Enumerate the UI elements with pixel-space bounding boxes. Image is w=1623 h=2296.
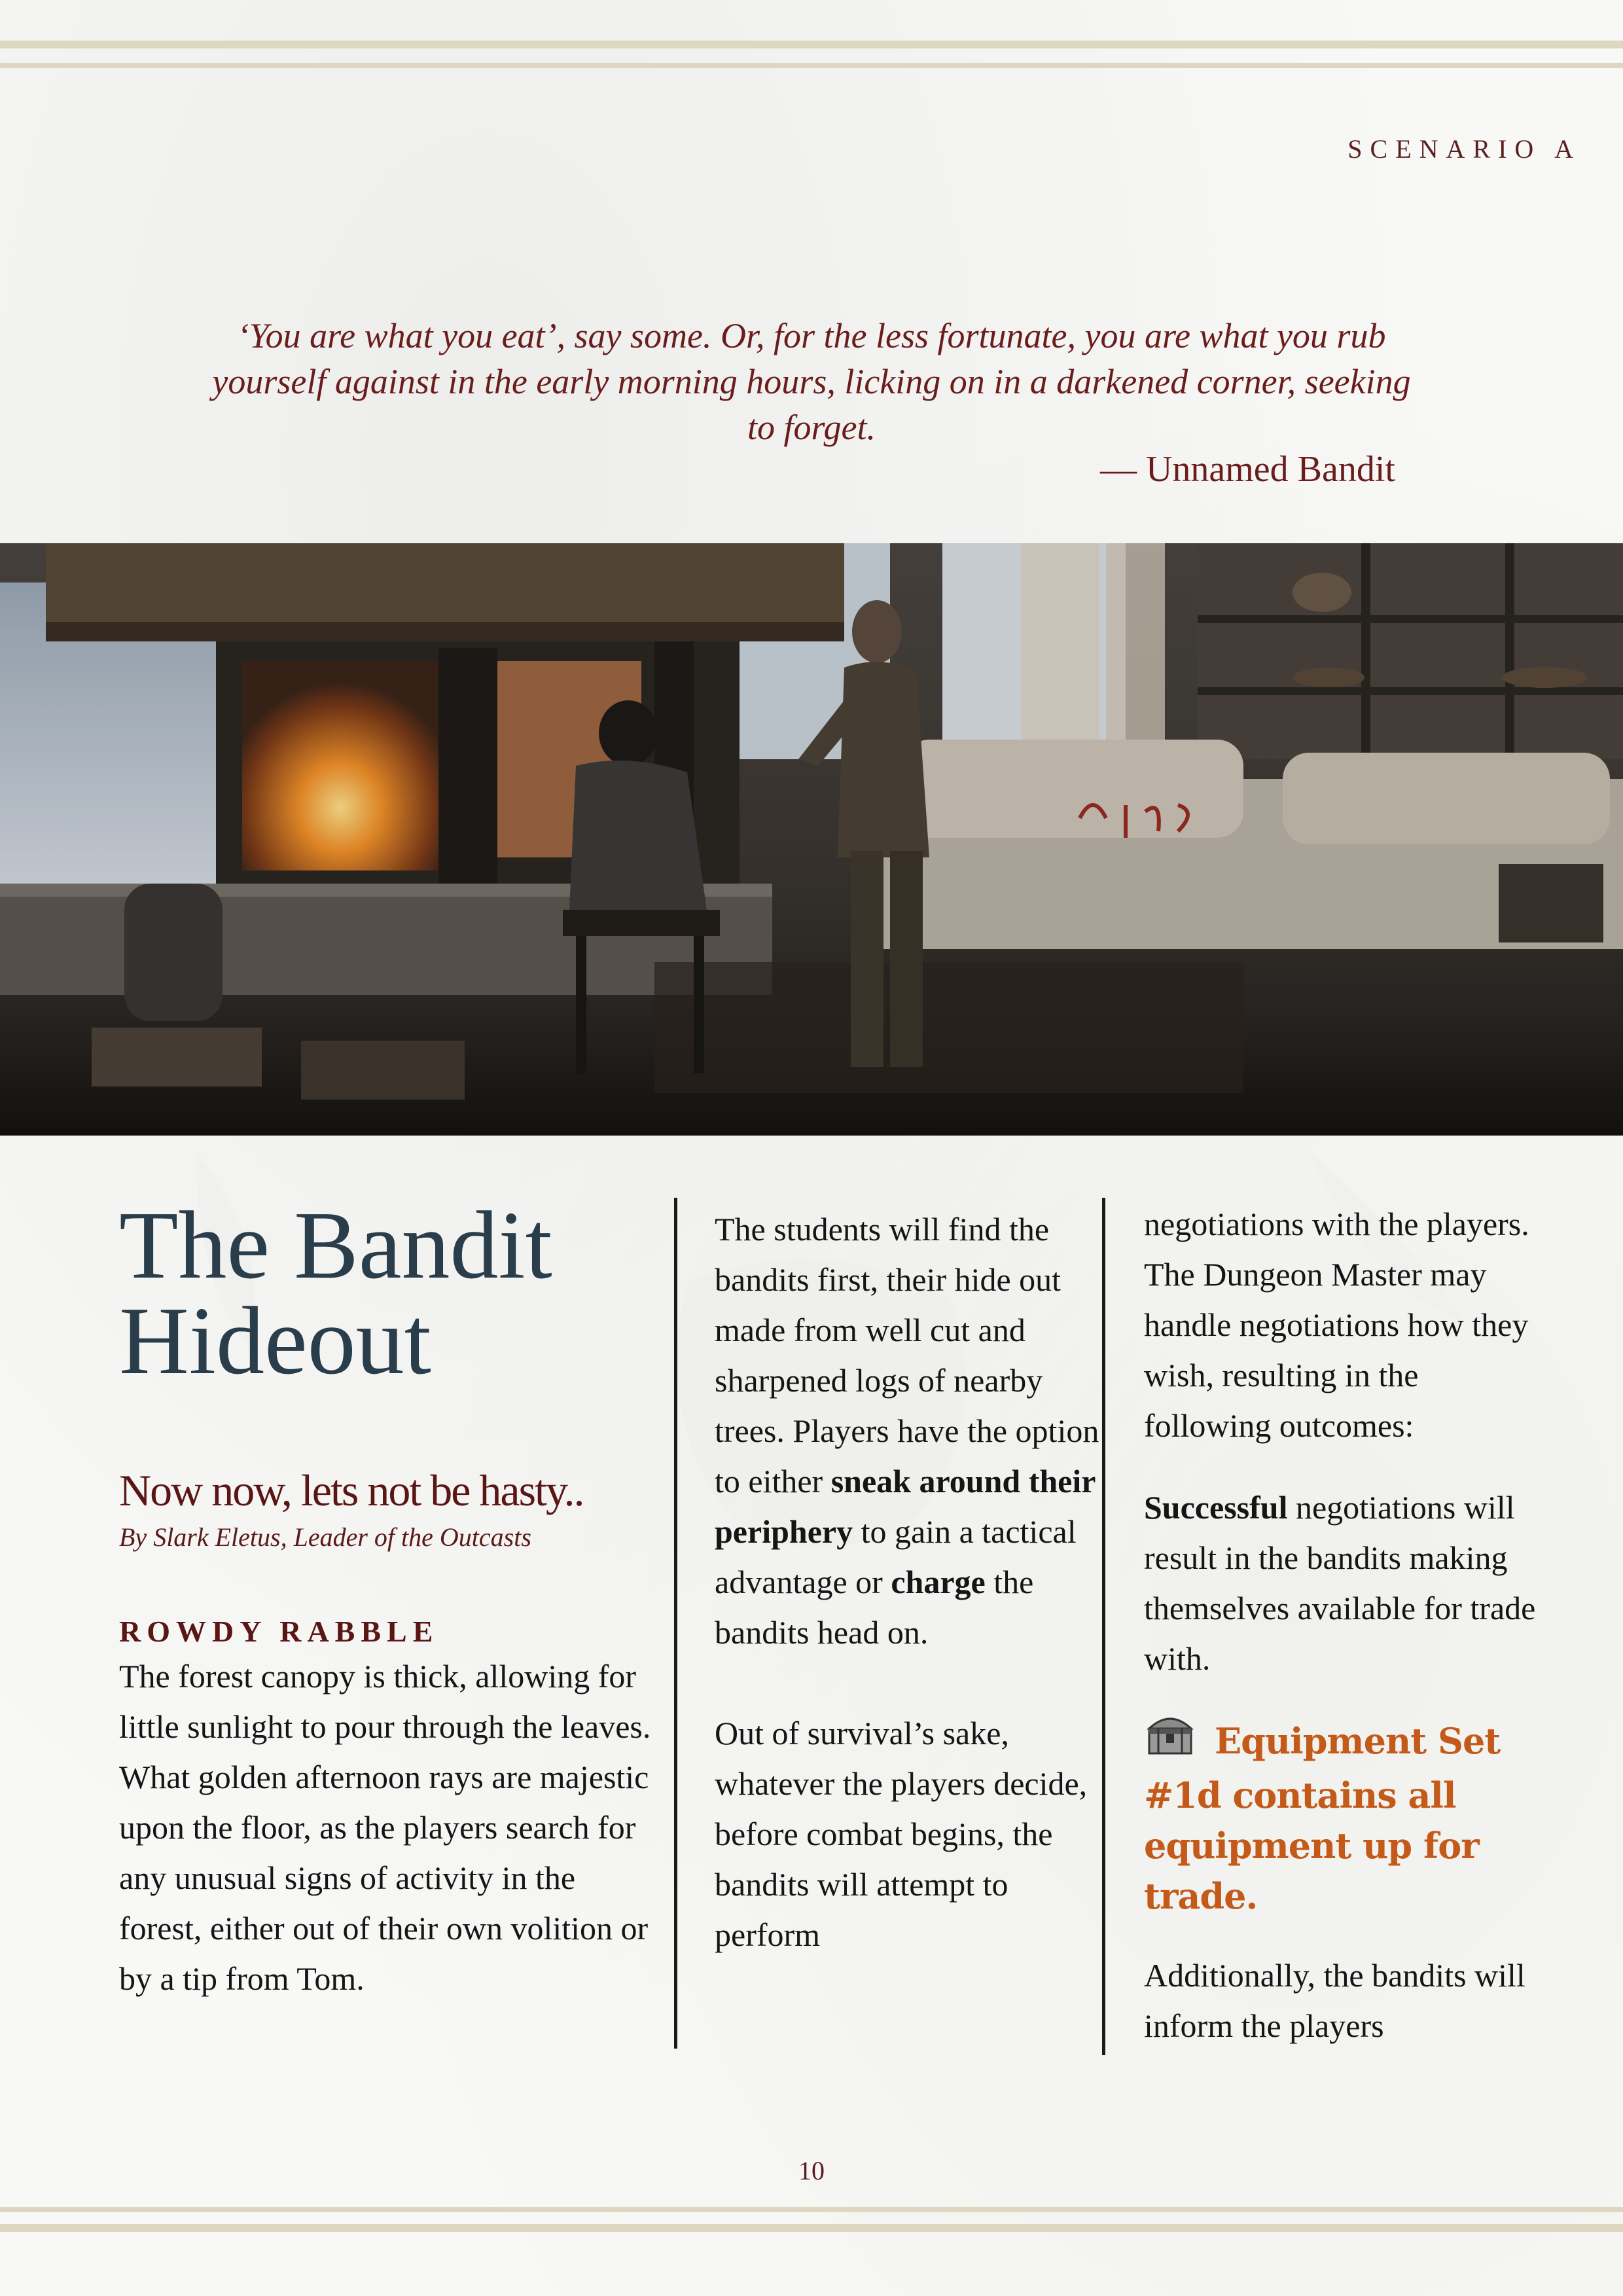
column-divider (674, 1198, 677, 2049)
column-right (1144, 1199, 1537, 2051)
text-run: The students will find the bandits first, their hide out made from well cut and sharpened logs of nearby trees. Players have the option to either (715, 1211, 1099, 1499)
hero-image (0, 543, 1623, 1136)
top-border-line (0, 41, 1623, 48)
column-left (119, 1192, 662, 2004)
body-paragraph: negotiations with the players. The Dungeon Master may handle negotiations how they wish, resulting in the following outcomes: (1144, 1206, 1529, 1444)
emphasis-successful: Successful (1144, 1489, 1288, 1526)
epigraph-quote: ‘You are what you eat’, say some. Or, for the less fortunate, you are what you rub yourself against in the early morning hours, licking on in a darkened corner, seeking to forget. (212, 316, 1411, 447)
article-subtitle: Now now, lets not be hasty.. (119, 1465, 584, 1515)
title-line-2: Hideout (119, 1287, 431, 1395)
article-title (119, 1192, 662, 1395)
epigraph-attribution: — Unnamed Bandit (1099, 449, 1395, 490)
text-run: the bandits head on. (715, 1564, 1034, 1651)
equipment-callout-text: Equipment Set #1d contains all equipment up for trade. (1144, 1720, 1501, 1917)
article-byline: By Slark Eletus, Leader of the Outcasts (119, 1522, 531, 1552)
body-paragraph: The forest canopy is thick, allowing for little sunlight to pour through the leaves. What golden afternoon rays are majestic upon the floor, as the players search for any unusual signs of activity in the forest, either out of their own volition or by a tip from Tom. (119, 1658, 651, 1997)
equipment-callout (1144, 1709, 1537, 1922)
treasure-chest-icon (1144, 1709, 1196, 1770)
top-border-line (0, 63, 1623, 68)
body-paragraph (715, 1204, 1107, 1658)
body-paragraph: Additionally, the bandits will inform the players (1144, 1957, 1525, 2044)
bottom-border-line (0, 2224, 1623, 2232)
column-middle (715, 1204, 1107, 1960)
bottom-border-line (0, 2207, 1623, 2212)
text-run: to gain a tactical advantage or (715, 1513, 1077, 1600)
body-paragraph (1144, 1482, 1537, 1684)
scenario-label: SCENARIO A (1347, 134, 1581, 164)
body-paragraph: Out of survival’s sake, whatever the players decide, before combat begins, the bandits will attempt to perform (715, 1715, 1088, 1953)
emphasis-sneak: sneak around their periphery (715, 1463, 1096, 1550)
page-number: 10 (798, 2156, 825, 2185)
text-run: negotiations will result in the bandits making themselves available for trade with. (1144, 1489, 1536, 1677)
emphasis-charge: charge (891, 1564, 986, 1600)
section-heading: ROWDY RABBLE (119, 1615, 439, 1648)
title-line-1: The Bandit (119, 1192, 552, 1299)
